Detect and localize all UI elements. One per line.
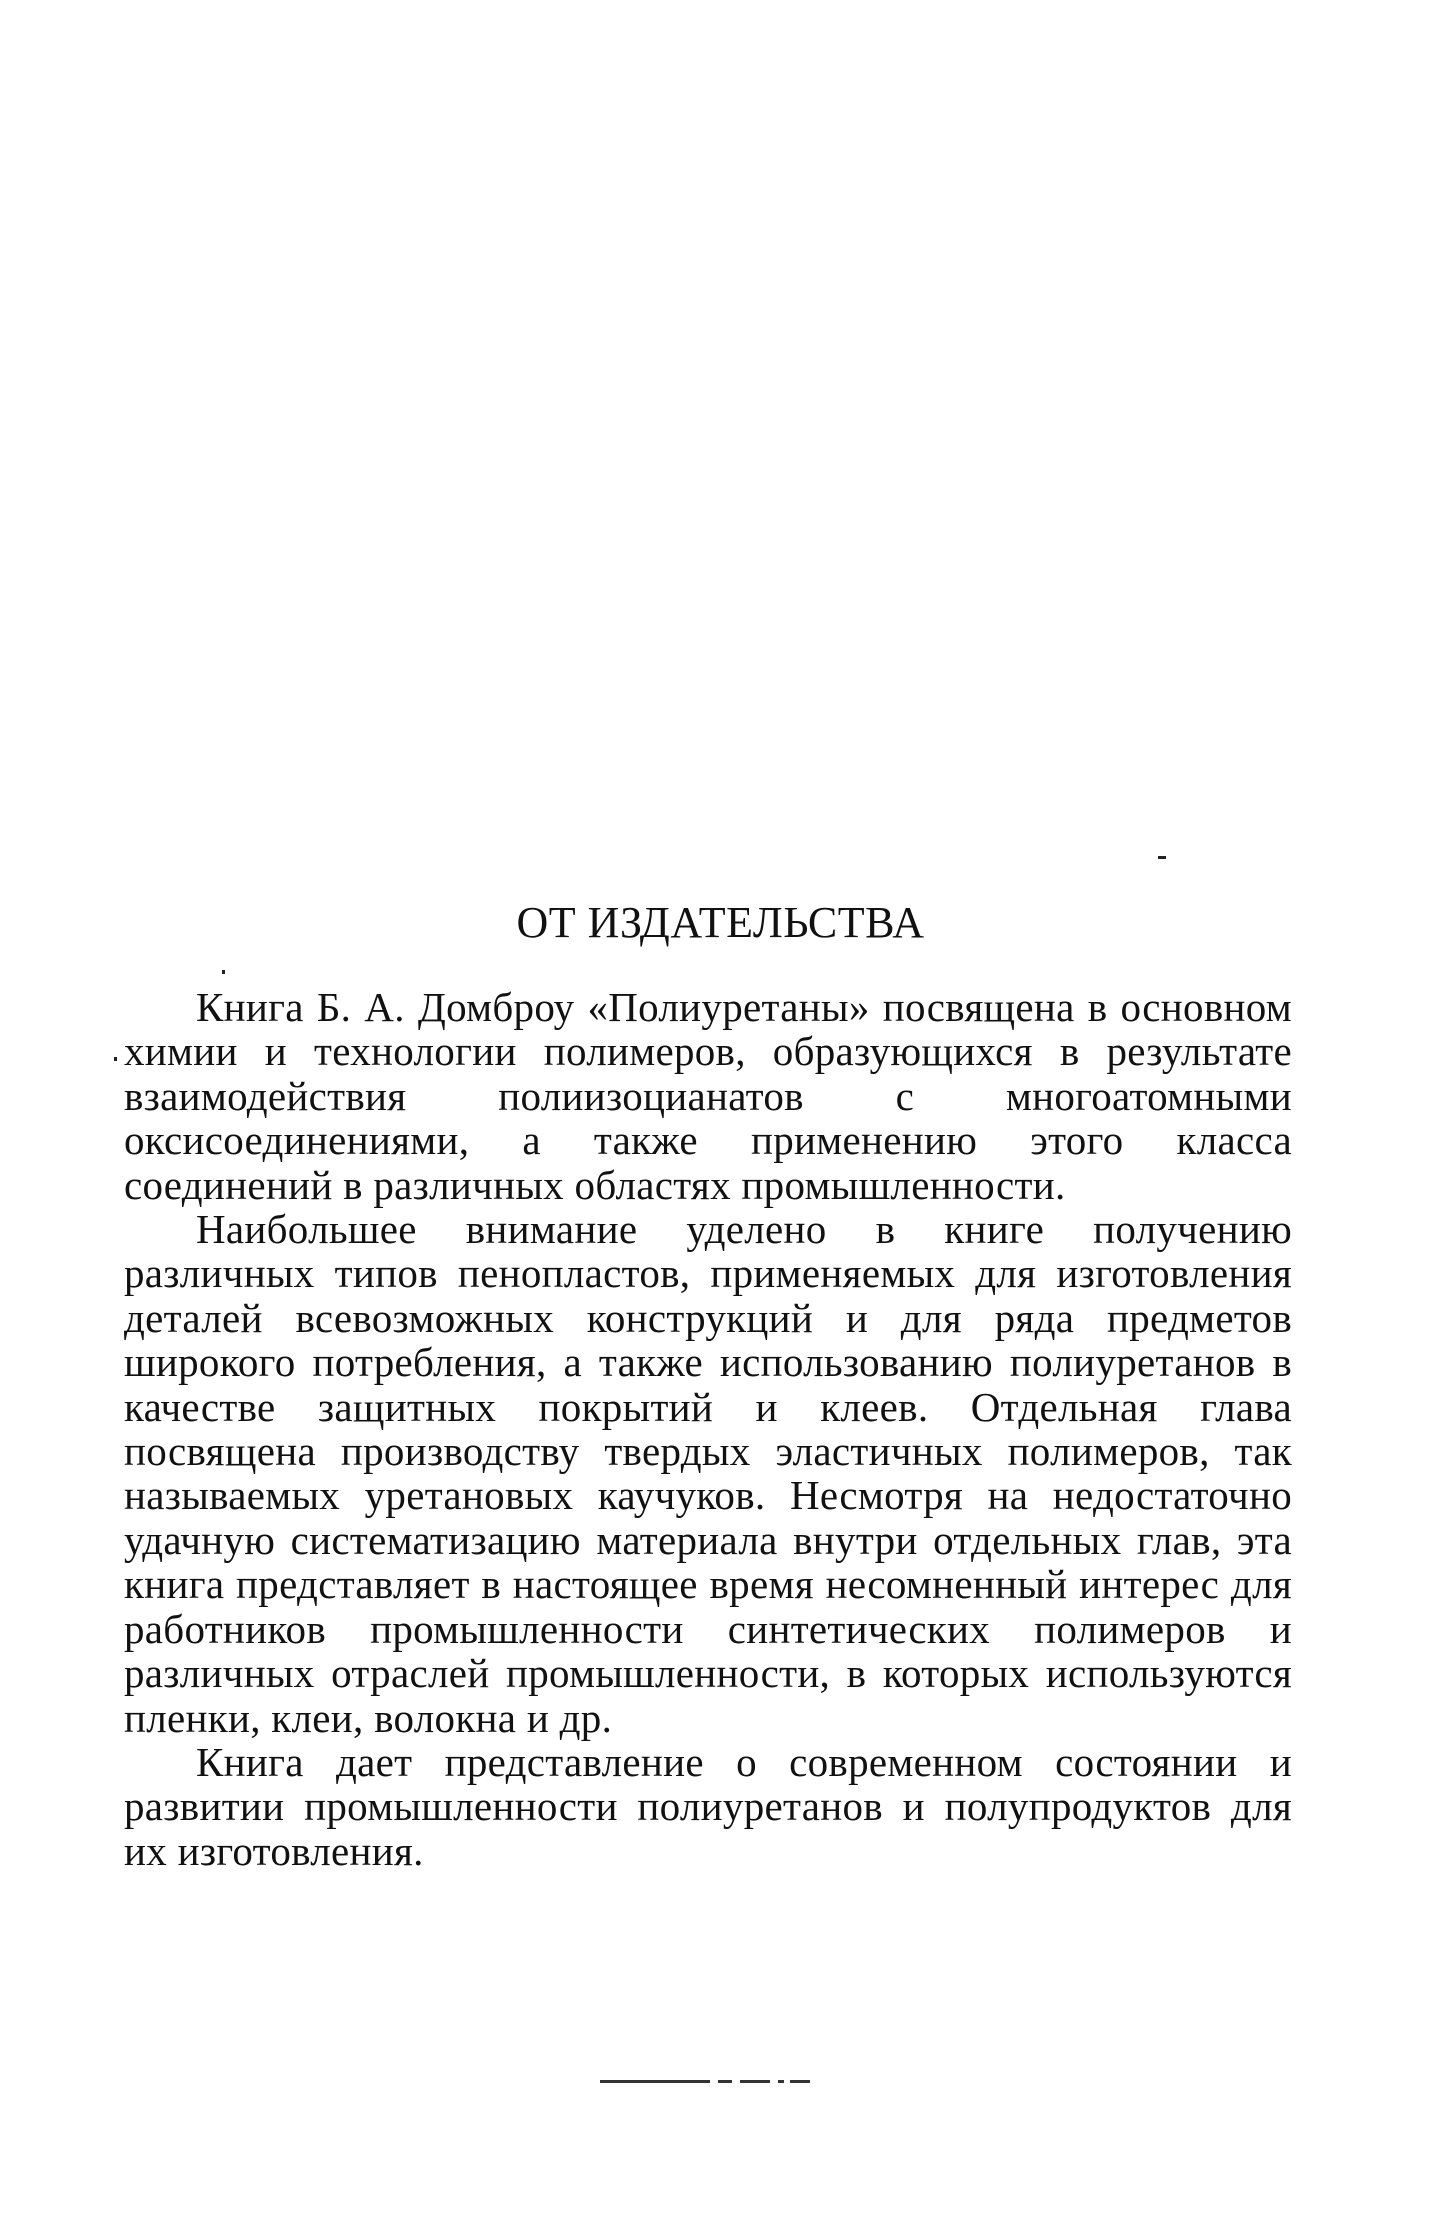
body-text (124, 985, 1292, 1873)
page-title: ОТ ИЗДАТЕЛЬСТВА (516, 898, 925, 947)
paragraph: Книга дает представление о современном состоянии и развитии промышленности полиуретанов и полупродуктов для их изготовления. (124, 1738, 1292, 1874)
scan-speck (114, 1057, 117, 1061)
scan-speck (1158, 856, 1166, 859)
scan-speck (222, 970, 225, 974)
paragraph: Наибольшее внимание уделено в книге получению различных типов пенопластов, применяемых для изготовления деталей всевозможных конструкций и для ряда предметов широкого потребления, а также использованию полиуретанов в качестве защитных покрытий и клеев. Отдельная глава посвящена производству твердых эластичных полимеров, так называемых уретановых каучуков. Несмотря на недостаточно удачную систематизацию материала внутри отдельных глав, эта книга представляет в настоящее время несомненный интерес для работников промышленности синтетических полимеров и различных отраслей промышленности, в которых используются пленки, клеи, волокна и др. (124, 1206, 1292, 1741)
paragraph: Книга Б. А. Домброу «Полиуретаны» посвящена в основном химии и технологии полимеров, образующихся в результате взаимодействия полиизоцианатов с многоатомными оксисоединениями, а также применению этого класса соединений в различных областях промышленности. (124, 984, 1292, 1208)
closing-rule (600, 2080, 810, 2086)
